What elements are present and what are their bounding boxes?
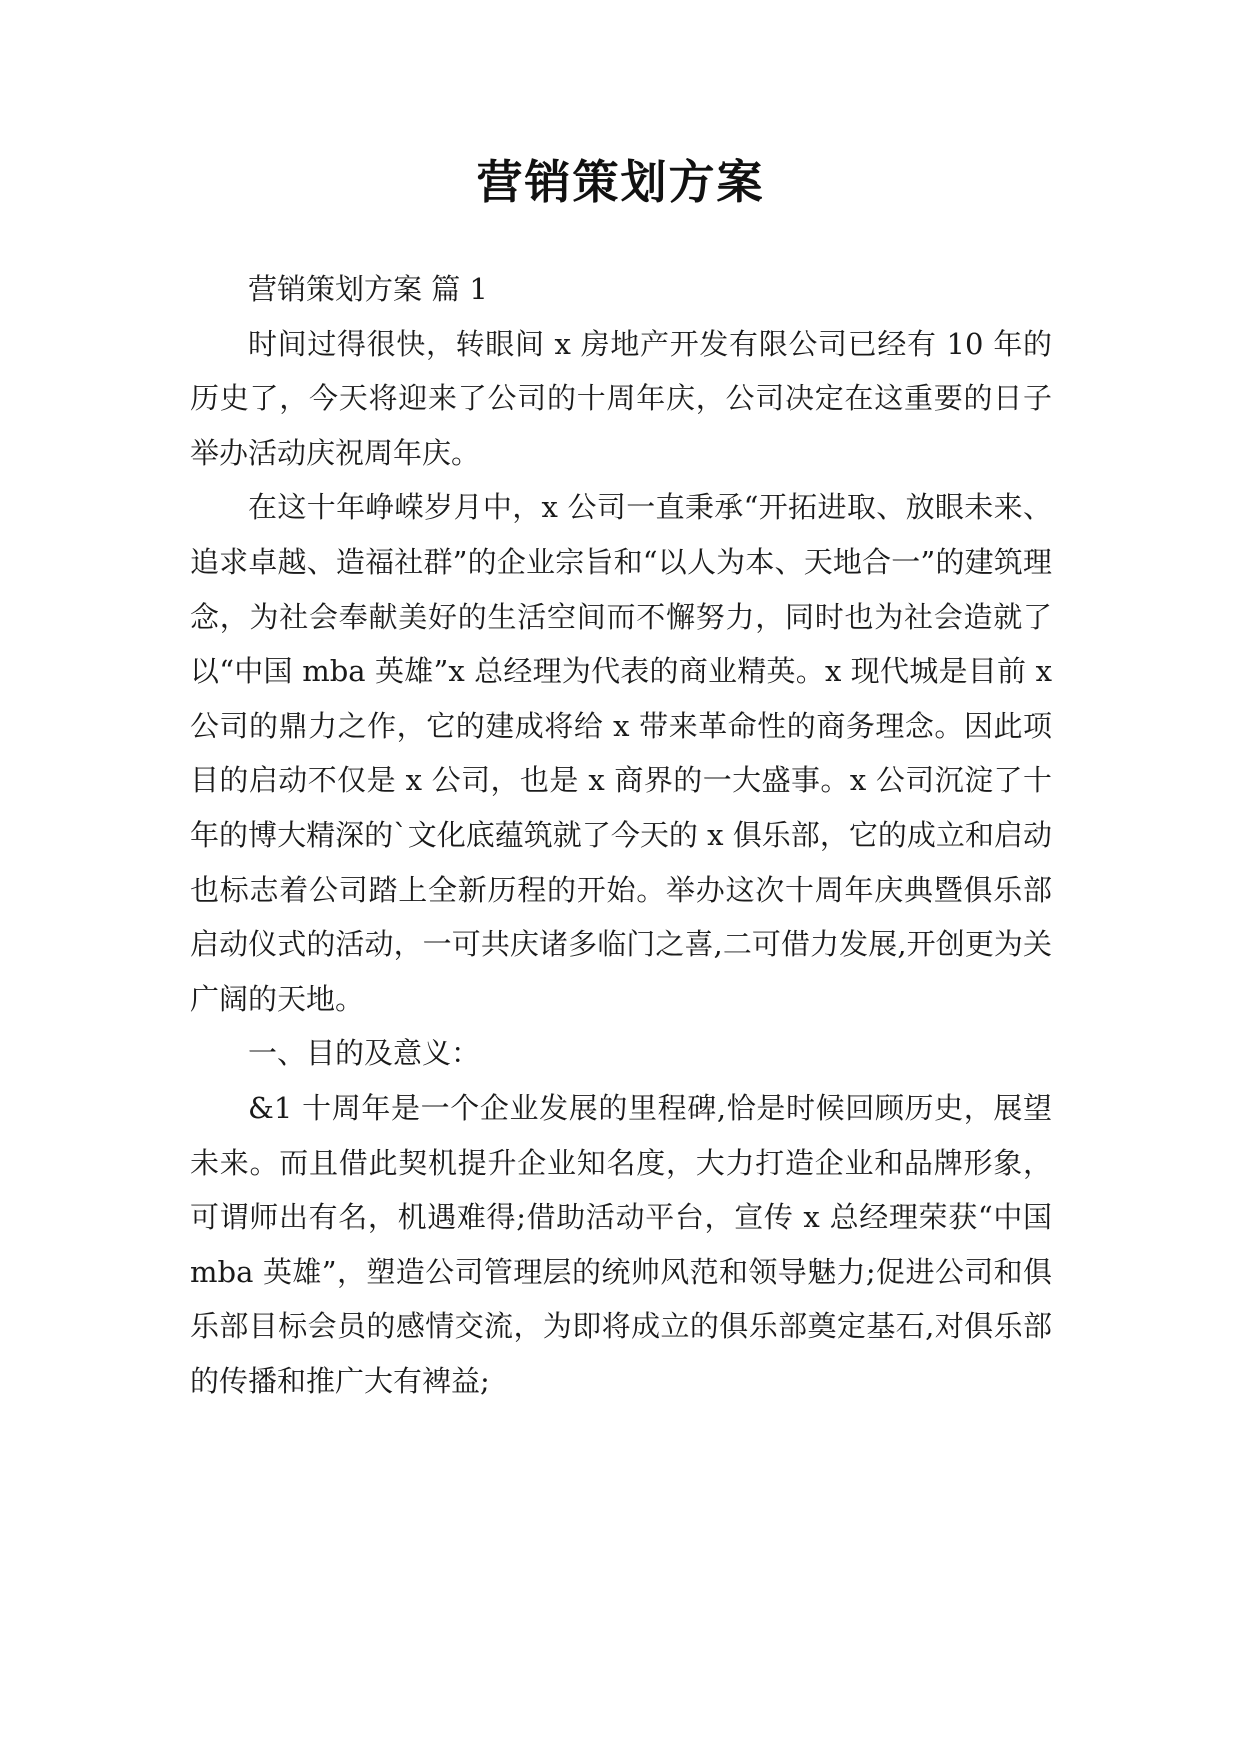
section-heading: 营销策划方案 篇 1	[248, 272, 488, 306]
document-title: 营销策划方案	[476, 155, 765, 209]
paragraph-purpose: &1 十周年是一个企业发展的里程碑,恰是时候回顾历史，展望未来。而且借此契机提升企业知名度，大力打造企业和品牌形象，可谓师出有名，机遇难得;借助活动平台，宣传 x 总经理荣获“中国 mba 英雄”，塑造公司管理层的统帅风范和领导魅力;促进公司和俱乐部目标会员的感情交流，为即将成立的俱乐部奠定基石,对俱乐部的传播和推广大有裨益;	[190, 1090, 1052, 1398]
subheading-purpose: 一、目的及意义：	[248, 1036, 481, 1071]
document-body	[190, 262, 1052, 1408]
paragraph-intro: 时间过得很快，转眼间 x 房地产开发有限公司已经有 10 年的历史了，今天将迎来了公司的十周年庆，公司决定在这重要的日子举办活动庆祝周年庆。	[190, 326, 1052, 470]
paragraph-history: 在这十年峥嵘岁月中，x 公司一直秉承“开拓进取、放眼未来、追求卓越、造福社群”的企业宗旨和“以人为本、天地合一”的建筑理念，为社会奉献美好的生活空间而不懈努力，同时也为社会造就了以“中国 mba 英雄”x 总经理为代表的商业精英。x 现代城是目前 x 公司的鼎力之作，它的建成将给 x 带来革命性的商务理念。因此项目的启动不仅是 x 公司，也是 x 商界的一大盛事。x 公司沉淀了十年的博大精深的`文化底蕴筑就了今天的 x 俱乐部，它的成立和启动也标志着公司踏上全新历程的开始。举办这次十周年庆典暨俱乐部启动仪式的活动，一可共庆诸多临门之喜,二可借力发展,开创更为关广阔的天地。	[190, 490, 1052, 1016]
